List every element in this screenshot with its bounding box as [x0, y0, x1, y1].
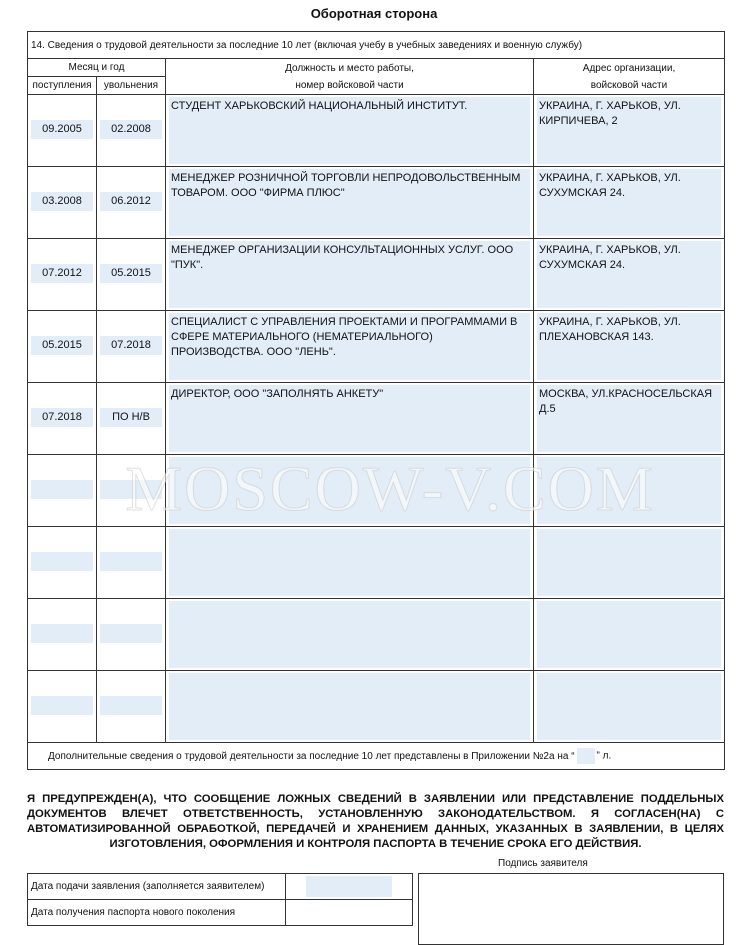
end-date-field[interactable]: 02.2008 — [100, 120, 162, 139]
submission-date-label: Дата подачи заявления (заполняется заявителем) — [28, 874, 286, 900]
address-field[interactable]: УКРАИНА, Г. ХАРЬКОВ, УЛ. СУХУМСКАЯ 24. — [537, 169, 721, 236]
watermark: MOSCOW-V.COM — [125, 453, 655, 524]
position-header-line1: Должность и место работы, — [285, 62, 414, 74]
month-year-header: Месяц и год — [28, 59, 166, 77]
start-date-field[interactable] — [31, 624, 93, 643]
start-date-field[interactable]: 07.2018 — [31, 408, 93, 427]
position-field[interactable] — [169, 457, 530, 524]
table-row — [28, 311, 725, 383]
work-history-table — [27, 31, 725, 770]
start-date-field[interactable]: 07.2012 — [31, 264, 93, 283]
start-date-field[interactable]: 09.2005 — [31, 120, 93, 139]
start-date-field[interactable] — [31, 696, 93, 715]
position-header — [166, 59, 534, 95]
appendix-pages-field[interactable] — [577, 748, 595, 764]
additional-info-prefix: Дополнительные сведения о трудовой деятельности за последние 10 лет представлены в Приложении №2а на “ — [48, 750, 575, 762]
end-date-field[interactable]: 06.2012 — [100, 192, 162, 211]
end-date-field[interactable] — [100, 480, 162, 499]
address-field[interactable]: УКРАИНА, Г. ХАРЬКОВ, УЛ. СУХУМСКАЯ 24. — [537, 241, 721, 308]
position-field[interactable]: МЕНЕДЖЕР ОРГАНИЗАЦИИ КОНСУЛЬТАЦИОННЫХ УСЛУГ. ООО "ПУК". — [169, 241, 530, 308]
address-field[interactable]: УКРАИНА, Г. ХАРЬКОВ, УЛ. КИРПИЧЕВА, 2 — [537, 97, 721, 164]
submission-date-field[interactable] — [306, 876, 392, 897]
table-row — [28, 167, 725, 239]
receipt-date-label: Дата получения паспорта нового поколения — [28, 900, 286, 926]
position-field[interactable] — [169, 601, 530, 668]
address-field[interactable] — [537, 601, 721, 668]
position-field[interactable]: СТУДЕНТ ХАРЬКОВСКИЙ НАЦИОНАЛЬНЫЙ ИНСТИТУТ. — [169, 97, 530, 164]
end-header: увольнения — [97, 77, 166, 95]
section-14-title: 14. Сведения о трудовой деятельности за последние 10 лет (включая учебу в учебных заведениях и военную службу) — [28, 32, 725, 59]
end-date-field[interactable] — [100, 552, 162, 571]
dates-table — [27, 873, 413, 926]
position-field[interactable]: СПЕЦИАЛИСТ С УПРАВЛЕНИЯ ПРОЕКТАМИ И ПРОГРАММАМИ В СФЕРЕ МАТЕРИАЛЬНОГО (НЕМАТЕРИАЛЬНОГО) ПРОИЗВОДСТВА. ООО "ЛЕНЬ". — [169, 313, 530, 380]
end-date-field[interactable] — [100, 624, 162, 643]
start-date-field[interactable] — [31, 552, 93, 571]
additional-info-row — [28, 743, 725, 770]
additional-info-suffix: ” л. — [596, 750, 612, 762]
end-date-field[interactable]: 07.2018 — [100, 336, 162, 355]
table-row — [28, 239, 725, 311]
address-field[interactable] — [537, 673, 721, 740]
end-date-field[interactable]: ПО Н/В — [100, 408, 162, 427]
address-field[interactable]: МОСКВА, УЛ.КРАСНОСЕЛЬСКАЯ Д.5 — [537, 385, 721, 452]
warning-statement: Я ПРЕДУПРЕЖДЕН(А), ЧТО СООБЩЕНИЕ ЛОЖНЫХ СВЕДЕНИЙ В ЗАЯВЛЕНИИ ИЛИ ПРЕДСТАВЛЕНИЕ ПОДДЕЛЬНЫХ ДОКУМЕНТОВ ВЛЕЧЕТ ОТВЕТСТВЕННОСТЬ, УСТАНОВЛЕННУЮ ЗАКОНОДАТЕЛЬСТВОМ. Я СОГЛАСЕН(НА) С АВТОМАТИЗИРОВАННОЙ ОБРАБОТКОЙ, ПЕРЕДАЧЕЙ И ХРАНЕНИЕМ ДАННЫХ, УКАЗАННЫХ В ЗАЯВЛЕНИИ, В ЦЕЛЯХ ИЗГОТОВЛЕНИЯ, ОФОРМЛЕНИЯ И КОНТРОЛЯ ПАСПОРТА В ТЕЧЕНИЕ СРОКА ЕГО ДЕЙСТВИЯ. — [27, 793, 724, 850]
table-row — [28, 527, 725, 599]
address-field[interactable]: УКРАИНА, Г. ХАРЬКОВ, УЛ. ПЛЕХАНОВСКАЯ 143. — [537, 313, 721, 380]
page-title: Оборотная сторона — [310, 6, 438, 21]
start-header: поступления — [28, 77, 97, 95]
position-field[interactable] — [169, 529, 530, 596]
address-field[interactable] — [537, 529, 721, 596]
signature-label: Подпись заявителя — [498, 858, 588, 869]
start-date-field[interactable] — [31, 480, 93, 499]
end-date-field[interactable] — [100, 696, 162, 715]
table-row — [28, 95, 725, 167]
address-header-line2: войсковой части — [590, 79, 668, 91]
position-header-line2: номер войсковой части — [295, 79, 404, 91]
signature-box[interactable] — [418, 873, 724, 945]
address-header-line1: Адрес организации, — [582, 62, 676, 74]
position-field[interactable]: ДИРЕКТОР, ООО "ЗАПОЛНЯТЬ АНКЕТУ" — [169, 385, 530, 452]
table-row — [28, 671, 725, 743]
table-row — [28, 455, 725, 527]
position-field[interactable]: МЕНЕДЖЕР РОЗНИЧНОЙ ТОРГОВЛИ НЕПРОДОВОЛЬСТВЕННЫМ ТОВАРОМ. ООО "ФИРМА ПЛЮС" — [169, 169, 530, 236]
receipt-date-field[interactable] — [286, 900, 413, 926]
start-date-field[interactable]: 05.2015 — [31, 336, 93, 355]
position-field[interactable] — [169, 673, 530, 740]
table-row — [28, 599, 725, 671]
table-row — [28, 383, 725, 455]
address-field[interactable] — [537, 457, 721, 524]
address-header — [534, 59, 725, 95]
start-date-field[interactable]: 03.2008 — [31, 192, 93, 211]
end-date-field[interactable]: 05.2015 — [100, 264, 162, 283]
